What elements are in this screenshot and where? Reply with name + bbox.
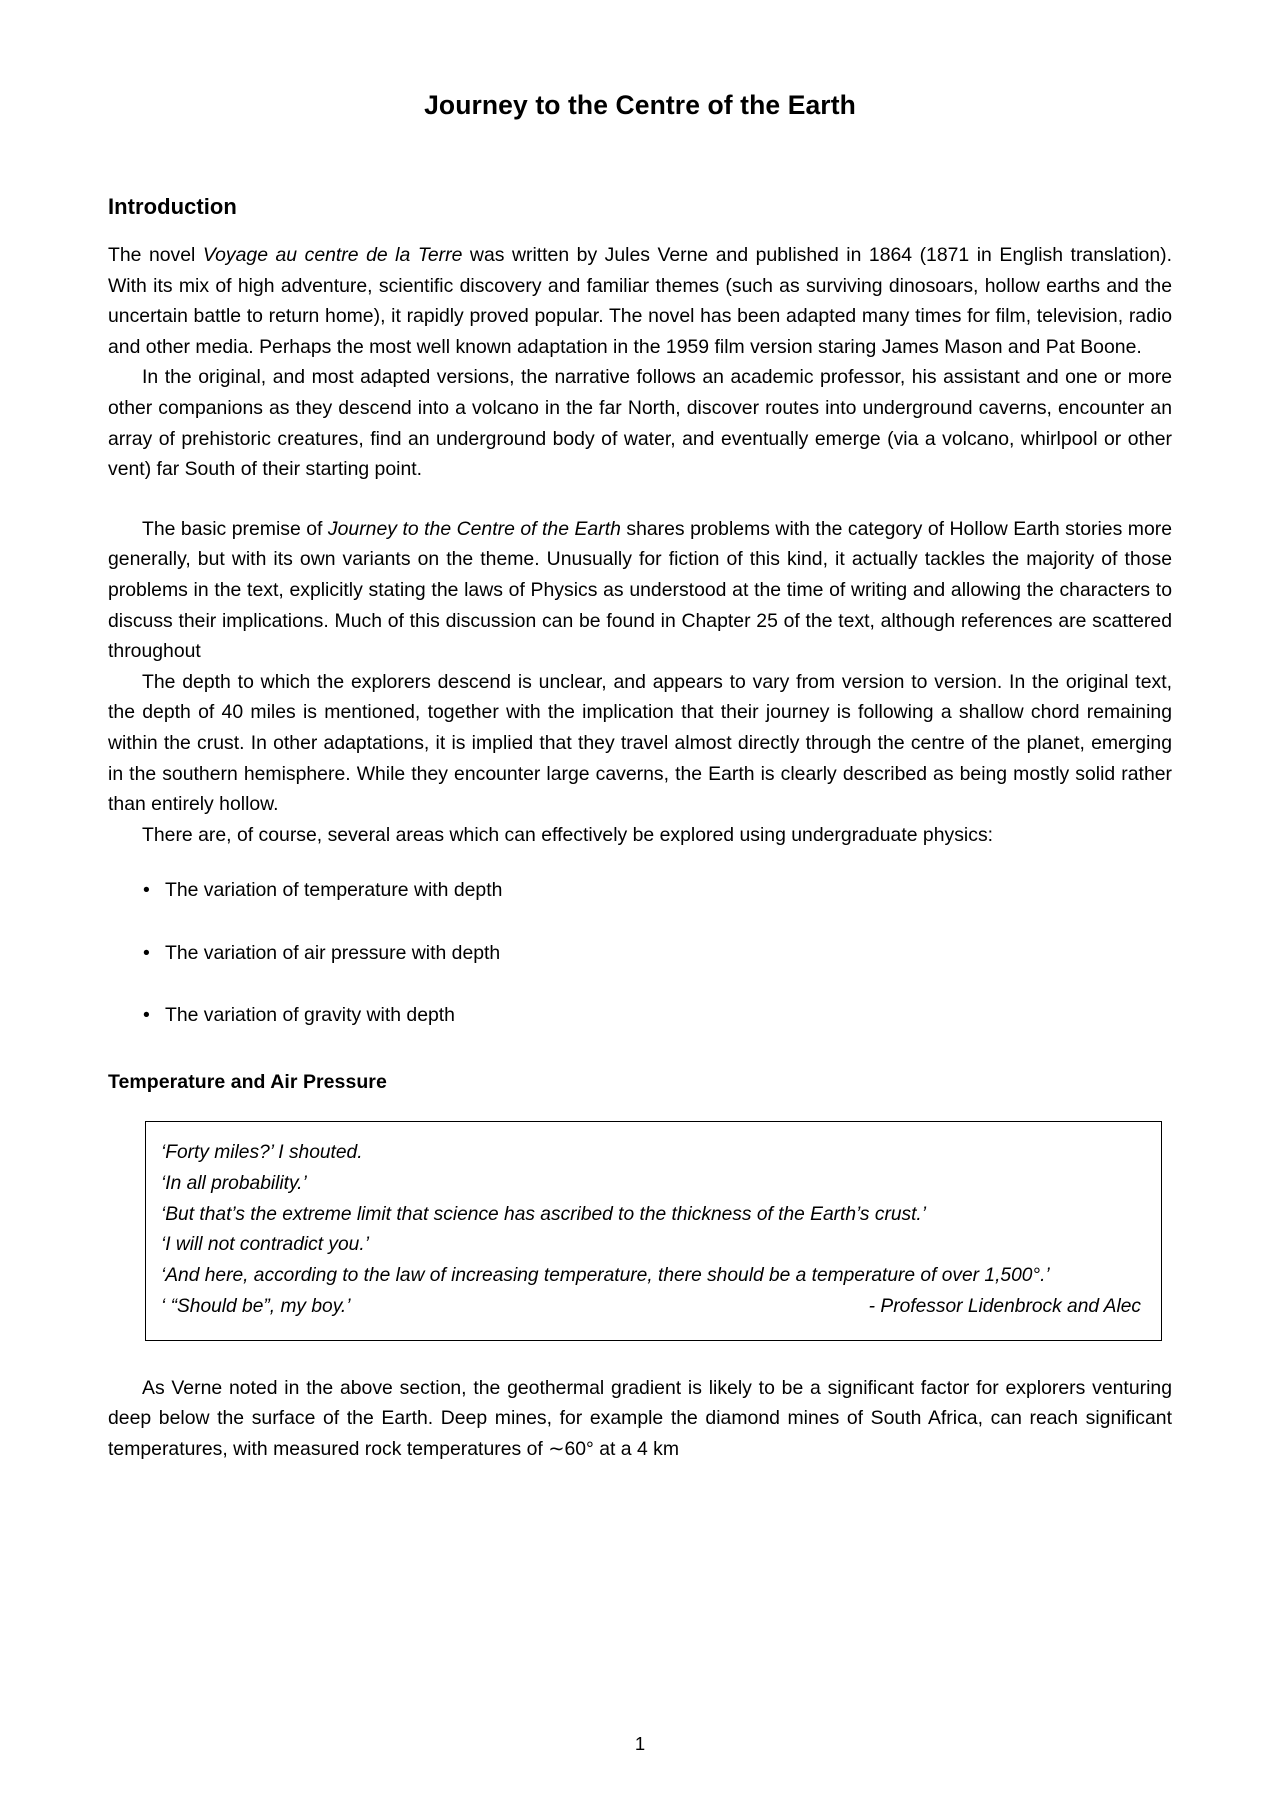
intro-paragraph-1-text-a: The novel xyxy=(108,244,203,266)
quotation-box xyxy=(145,1121,1162,1341)
list-item-label: The variation of temperature with depth xyxy=(165,879,503,902)
list-item xyxy=(108,1000,1172,1031)
intro-paragraph-3-text-a: The basic premise of xyxy=(142,517,328,540)
intro-paragraph-1-text-b: was written by Jules Verne and published in 1864 (1871 in English translation). With its mix of high adventure, scientific discovery and familiar themes (such as surviving dinosoars, hollow earths and the uncertain battle to return home), it rapidly proved popular. The novel has been adapted many times for film, television, radio and other media. Perhaps the most well known adaptation in the 1959 film version staring James Mason and Pat Boone. xyxy=(108,244,1172,358)
page-title: Journey to the Centre of the Earth xyxy=(424,90,856,120)
intro-paragraph-1 xyxy=(108,240,1172,362)
intro-paragraph-5: There are, of course, several areas which can effectively be explored using undergraduate physics: xyxy=(142,823,994,846)
quote-line-final: ‘ “Should be”, my boy.’ xyxy=(161,1296,351,1318)
novel-title-french-italic: Voyage au centre de la Terre xyxy=(202,244,463,266)
quote-attribution: - Professor Lidenbrock and Alec xyxy=(868,1296,1141,1318)
temperature-paragraph-1: As Verne noted in the above section, the geothermal gradient is likely to be a significant factor for explorers venturing deep below the surface of the Earth. Deep mines, for example the diamond mines of South Africa, can reach significant temperatures, with measured rock temperatures of ∼60° at a 4 km xyxy=(108,1376,1172,1461)
bullet-icon: • xyxy=(143,879,150,902)
intro-paragraph-4: The depth to which the explorers descend is unclear, and appears to vary from version to version. In the original text, the depth of 40 miles is mentioned, together with the implication that their journey is following a shallow chord remaining within the crust. In other adaptations, it is implied that they travel almost directly through the centre of the planet, emerging in the southern hemisphere. While they encounter large caverns, the Earth is clearly described as being mostly solid rather than entirely hollow. xyxy=(108,670,1172,816)
intro-paragraph-2: In the original, and most adapted versions, the narrative follows an academic professor, his assistant and one or more other companions as they descend into a volcano in the far North, discover routes into underground caverns, encounter an array of prehistoric creatures, find an underground body of water, and eventually emerge (via a volcano, whirlpool or other vent) far South of their starting point. xyxy=(108,366,1172,481)
page-number: 1 xyxy=(634,1733,646,1754)
quote-line: ‘In all probability.’ xyxy=(161,1172,307,1194)
bullet-icon: • xyxy=(143,1004,150,1027)
section-heading-temperature-and-air-pressure: Temperature and Air Pressure xyxy=(108,1071,387,1094)
quote-line: ‘But that’s the extreme limit that science has ascribed to the thickness of the Earth’s crust.’ xyxy=(161,1203,927,1225)
quote-line: ‘Forty miles?’ I shouted. xyxy=(161,1142,363,1164)
intro-paragraph-3 xyxy=(108,514,1172,667)
list-item-label: The variation of air pressure with depth xyxy=(165,941,501,964)
list-item xyxy=(108,938,1172,969)
novel-title-english-italic: Journey to the Centre of the Earth xyxy=(327,517,621,540)
quote-line: ‘I will not contradict you.’ xyxy=(161,1234,369,1256)
quote-attribution-row xyxy=(161,1292,1143,1323)
quote-line: ‘And here, according to the law of increasing temperature, there should be a temperature of over 1,500°.’ xyxy=(161,1265,1050,1287)
physics-topics-list xyxy=(108,875,1172,1031)
list-item-label: The variation of gravity with depth xyxy=(165,1004,455,1027)
intro-paragraph-3-text-b: shares problems with the category of Hollow Earth stories more generally, but with its own variants on the theme. Unusually for fiction of this kind, it actually tackles the majority of those problems in the text, explicitly stating the laws of Physics as understood at the time of writing and allowing the characters to discuss their implications. Much of this discussion can be found in Chapter 25 of the text, although references are scattered throughout xyxy=(108,517,1173,663)
bullet-icon: • xyxy=(143,941,150,964)
list-item xyxy=(108,875,1172,906)
section-heading-introduction: Introduction xyxy=(108,194,237,219)
